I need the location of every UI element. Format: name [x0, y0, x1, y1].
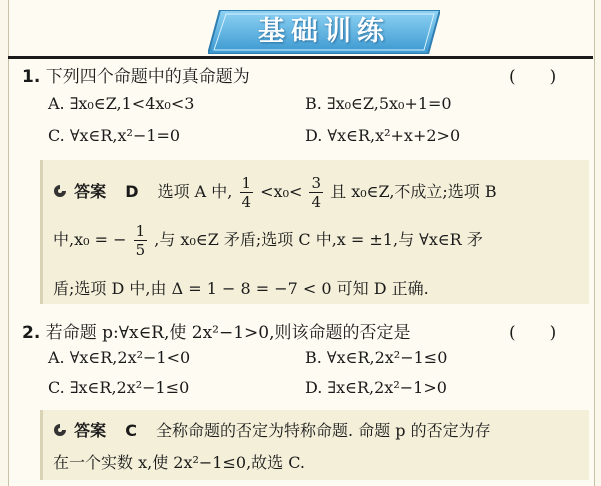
header-divider [8, 56, 593, 59]
numerator: 1 [135, 222, 146, 240]
explanation-text: 且 x₀∈Z,不成立;选项 B [330, 182, 497, 201]
answer-line-1 [53, 418, 491, 441]
fraction [134, 222, 148, 259]
option-d: D. ∀x∈R,x²+x+2>0 [305, 126, 461, 145]
answer-icon [53, 184, 67, 198]
answer-blank: ( ) [509, 323, 557, 343]
option-c: C. ∃x∈R,2x²−1≤0 [48, 378, 190, 397]
option-a: A. ∀x∈R,2x²−1<0 [48, 348, 191, 367]
option-b: B. ∃x₀∈Z,5x₀+1=0 [305, 94, 452, 113]
numerator: 3 [311, 174, 322, 192]
answer-label: 答案 [74, 421, 107, 440]
answer-box-2 [40, 410, 589, 480]
question-number: 1. [22, 67, 41, 87]
question-stem: 若命题 p:∀x∈R,使 2x²−1>0,则该命题的否定是 [45, 323, 411, 343]
question-2 [22, 318, 411, 343]
answer-line-2 [53, 222, 483, 259]
option-a: A. ∃x₀∈Z,1<4x₀<3 [48, 94, 195, 113]
answer-icon [53, 423, 67, 437]
explanation-text: ,与 x₀∈Z 矛盾;选项 C 中,x = ±1,与 ∀x∈R 矛 [154, 230, 483, 249]
question-1 [22, 62, 250, 87]
question-stem: 下列四个命题中的真命题为 [45, 67, 250, 87]
denominator: 4 [241, 193, 252, 211]
answer-choice: C [125, 421, 137, 440]
explanation-text: 选项 A 中, [157, 182, 233, 201]
denominator: 5 [135, 241, 146, 259]
answer-line-3: 盾;选项 D 中,由 Δ = 1 − 8 = −7 < 0 可知 D 正确. [53, 279, 429, 298]
question-number: 2. [22, 323, 41, 343]
option-d: D. ∃x∈R,2x²−1>0 [305, 378, 447, 397]
fraction [309, 174, 323, 211]
fraction [240, 174, 254, 211]
answer-choice: D [125, 182, 139, 201]
answer-line-1 [53, 174, 497, 211]
numerator: 1 [241, 174, 252, 192]
explanation-text: <x₀< [260, 182, 303, 201]
answer-line-2: 在一个实数 x,使 2x²−1≤0,故选 C. [53, 453, 306, 472]
answer-box-1 [40, 160, 589, 304]
explanation-text: 中,x₀ = − [53, 230, 127, 249]
explanation-text: 全称命题的否定为特称命题. 命题 p 的否定为存 [156, 421, 491, 440]
section-banner [208, 10, 440, 54]
option-b: B. ∀x∈R,2x²−1≤0 [305, 348, 448, 367]
denominator: 4 [311, 193, 322, 211]
option-c: C. ∀x∈R,x²−1=0 [48, 126, 181, 145]
answer-blank: ( ) [509, 67, 557, 87]
banner-title: 基础训练 [258, 16, 390, 47]
answer-label: 答案 [74, 182, 107, 201]
